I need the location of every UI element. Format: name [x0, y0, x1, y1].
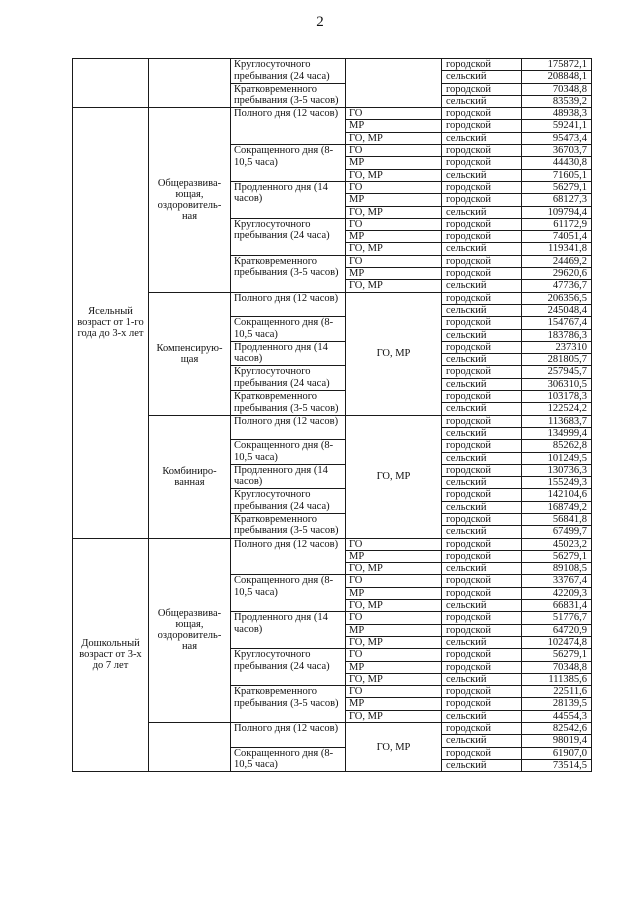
settlement-cell: сельский	[442, 280, 522, 292]
cost-value-cell: 306310,5	[522, 378, 592, 390]
cost-value-cell: 101249,5	[522, 452, 592, 464]
cost-value-cell: 45023,2	[522, 538, 592, 550]
org-type-cell: ГО	[346, 181, 442, 193]
org-type-cell: ГО	[346, 538, 442, 550]
mode-cell: Круглосуточного пребывания (24 часа)	[231, 218, 346, 255]
direction-cell	[149, 723, 231, 772]
settlement-cell: городской	[442, 661, 522, 673]
cost-value-cell: 175872,1	[522, 59, 592, 71]
page-number: 2	[316, 14, 324, 30]
settlement-cell: сельский	[442, 600, 522, 612]
settlement-cell: сельский	[442, 526, 522, 538]
org-type-cell: ГО, МР	[346, 723, 442, 772]
org-type-cell: ГО, МР	[346, 243, 442, 255]
org-type-cell: ГО, МР	[346, 292, 442, 415]
cost-value-cell: 74051,4	[522, 231, 592, 243]
cost-value-cell: 64720,9	[522, 624, 592, 636]
settlement-cell: сельский	[442, 71, 522, 83]
settlement-cell: городской	[442, 538, 522, 550]
cost-value-cell: 130736,3	[522, 464, 592, 476]
org-type-cell: ГО	[346, 612, 442, 624]
settlement-cell: городской	[442, 550, 522, 562]
cost-value-cell: 24469,2	[522, 255, 592, 267]
mode-cell: Полного дня (12 часов)	[231, 723, 346, 748]
settlement-cell: городской	[442, 317, 522, 329]
settlement-cell: сельский	[442, 427, 522, 439]
settlement-cell: городской	[442, 698, 522, 710]
settlement-cell: городской	[442, 649, 522, 661]
cost-value-cell: 168749,2	[522, 501, 592, 513]
org-type-cell	[346, 59, 442, 108]
settlement-cell: городской	[442, 145, 522, 157]
mode-cell: Круглосуточного пребывания (24 часа)	[231, 366, 346, 391]
mode-cell: Круглосуточного пребывания (24 часа)	[231, 649, 346, 686]
mode-cell: Продленного дня (14 часов)	[231, 341, 346, 366]
table-row	[73, 108, 592, 120]
settlement-cell: сельский	[442, 243, 522, 255]
org-type-cell: ГО, МР	[346, 169, 442, 181]
org-type-cell: ГО	[346, 218, 442, 230]
cost-value-cell: 102474,8	[522, 636, 592, 648]
cost-value-cell: 95473,4	[522, 132, 592, 144]
org-type-cell: МР	[346, 268, 442, 280]
mode-cell: Продленного дня (14 часов)	[231, 612, 346, 649]
settlement-cell: городской	[442, 268, 522, 280]
mode-cell: Сокращенного дня (8-10,5 часа)	[231, 440, 346, 465]
cost-value-cell: 51776,7	[522, 612, 592, 624]
settlement-cell: сельский	[442, 501, 522, 513]
cost-value-cell: 29620,6	[522, 268, 592, 280]
cost-value-cell: 66831,4	[522, 600, 592, 612]
cost-value-cell: 111385,6	[522, 673, 592, 685]
mode-cell: Продленного дня (14 часов)	[231, 181, 346, 218]
org-type-cell: ГО, МР	[346, 415, 442, 538]
settlement-cell: сельский	[442, 759, 522, 771]
mode-cell: Круглосуточного пребывания (24 часа)	[231, 59, 346, 84]
mode-cell: Полного дня (12 часов)	[231, 415, 346, 440]
org-type-cell: ГО	[346, 255, 442, 267]
settlement-cell: городской	[442, 575, 522, 587]
org-type-cell: ГО, МР	[346, 563, 442, 575]
direction-cell: Компенсирую-щая	[149, 292, 231, 415]
settlement-cell: городской	[442, 587, 522, 599]
cost-value-cell: 83539,2	[522, 95, 592, 107]
age-group-cell: Дошкольный возраст от 3-х до 7 лет	[73, 538, 149, 772]
cost-value-cell: 70348,8	[522, 83, 592, 95]
cost-value-cell: 142104,6	[522, 489, 592, 501]
mode-cell: Кратковременного пребывания (3-5 часов)	[231, 686, 346, 723]
settlement-cell: городской	[442, 612, 522, 624]
settlement-cell: городской	[442, 624, 522, 636]
direction-cell: Комбиниро-ванная	[149, 415, 231, 538]
settlement-cell: сельский	[442, 169, 522, 181]
org-type-cell: МР	[346, 157, 442, 169]
settlement-cell: сельский	[442, 206, 522, 218]
org-type-cell: МР	[346, 231, 442, 243]
cost-value-cell: 22511,6	[522, 686, 592, 698]
org-type-cell: ГО, МР	[346, 600, 442, 612]
cost-value-cell: 59241,1	[522, 120, 592, 132]
mode-cell: Полного дня (12 часов)	[231, 292, 346, 317]
settlement-cell: сельский	[442, 636, 522, 648]
settlement-cell: городской	[442, 120, 522, 132]
org-type-cell: МР	[346, 120, 442, 132]
settlement-cell: городской	[442, 292, 522, 304]
mode-cell: Кратковременного пребывания (3-5 часов)	[231, 391, 346, 416]
age-group-cell: Ясельный возраст от 1-го года до 3-х лет	[73, 108, 149, 538]
settlement-cell: городской	[442, 255, 522, 267]
org-type-cell: МР	[346, 698, 442, 710]
settlement-cell: городской	[442, 440, 522, 452]
cost-value-cell: 237310	[522, 341, 592, 353]
org-type-cell: ГО, МР	[346, 280, 442, 292]
cost-value-cell: 134999,4	[522, 427, 592, 439]
cost-value-cell: 85262,8	[522, 440, 592, 452]
mode-cell: Продленного дня (14 часов)	[231, 464, 346, 489]
org-type-cell: ГО, МР	[346, 673, 442, 685]
settlement-cell: городской	[442, 194, 522, 206]
cost-value-cell: 89108,5	[522, 563, 592, 575]
tariff-table	[72, 58, 592, 772]
cost-value-cell: 183786,3	[522, 329, 592, 341]
settlement-cell: городской	[442, 83, 522, 95]
settlement-cell: сельский	[442, 378, 522, 390]
settlement-cell: городской	[442, 181, 522, 193]
settlement-cell: городской	[442, 464, 522, 476]
table-row	[73, 723, 592, 735]
cost-value-cell: 73514,5	[522, 759, 592, 771]
settlement-cell: городской	[442, 686, 522, 698]
cost-value-cell: 155249,3	[522, 477, 592, 489]
settlement-cell: городской	[442, 157, 522, 169]
settlement-cell: городской	[442, 108, 522, 120]
org-type-cell: ГО	[346, 686, 442, 698]
settlement-cell: сельский	[442, 304, 522, 316]
direction-cell	[149, 59, 231, 108]
settlement-cell: сельский	[442, 710, 522, 722]
org-type-cell: ГО, МР	[346, 206, 442, 218]
cost-value-cell: 42209,3	[522, 587, 592, 599]
org-type-cell: ГО, МР	[346, 132, 442, 144]
org-type-cell: МР	[346, 661, 442, 673]
cost-value-cell: 47736,7	[522, 280, 592, 292]
cost-value-cell: 33767,4	[522, 575, 592, 587]
cost-value-cell: 48938,3	[522, 108, 592, 120]
org-type-cell: МР	[346, 194, 442, 206]
settlement-cell: сельский	[442, 735, 522, 747]
cost-value-cell: 245048,4	[522, 304, 592, 316]
mode-cell: Кратковременного пребывания (3-5 часов)	[231, 83, 346, 108]
settlement-cell: городской	[442, 391, 522, 403]
cost-value-cell: 113683,7	[522, 415, 592, 427]
org-type-cell: ГО	[346, 145, 442, 157]
cost-value-cell: 44554,3	[522, 710, 592, 722]
settlement-cell: городской	[442, 723, 522, 735]
settlement-cell: городской	[442, 747, 522, 759]
cost-value-cell: 36703,7	[522, 145, 592, 157]
cost-value-cell: 98019,4	[522, 735, 592, 747]
cost-value-cell: 82542,6	[522, 723, 592, 735]
mode-cell: Сокращенного дня (8-10,5 часа)	[231, 575, 346, 612]
settlement-cell: городской	[442, 415, 522, 427]
settlement-cell: сельский	[442, 563, 522, 575]
cost-value-cell: 56279,1	[522, 649, 592, 661]
table-row	[73, 415, 592, 427]
org-type-cell: ГО, МР	[346, 636, 442, 648]
cost-value-cell: 281805,7	[522, 354, 592, 366]
cost-value-cell: 56841,8	[522, 513, 592, 525]
settlement-cell: сельский	[442, 673, 522, 685]
cost-value-cell: 122524,2	[522, 403, 592, 415]
settlement-cell: сельский	[442, 354, 522, 366]
mode-cell: Кратковременного пребывания (3-5 часов)	[231, 513, 346, 538]
settlement-cell: городской	[442, 59, 522, 71]
org-type-cell: МР	[346, 587, 442, 599]
mode-cell: Кратковременного пребывания (3-5 часов)	[231, 255, 346, 292]
settlement-cell: сельский	[442, 329, 522, 341]
mode-cell: Полного дня (12 часов)	[231, 538, 346, 575]
cost-value-cell: 68127,3	[522, 194, 592, 206]
cost-value-cell: 208848,1	[522, 71, 592, 83]
settlement-cell: сельский	[442, 477, 522, 489]
cost-value-cell: 206356,5	[522, 292, 592, 304]
org-type-cell: ГО	[346, 108, 442, 120]
settlement-cell: городской	[442, 513, 522, 525]
cost-value-cell: 257945,7	[522, 366, 592, 378]
cost-value-cell: 56279,1	[522, 550, 592, 562]
cost-value-cell: 154767,4	[522, 317, 592, 329]
org-type-cell: МР	[346, 624, 442, 636]
settlement-cell: городской	[442, 366, 522, 378]
direction-cell: Общеразвива-ющая, оздоровитель-ная	[149, 538, 231, 722]
settlement-cell: городской	[442, 231, 522, 243]
settlement-cell: городской	[442, 489, 522, 501]
settlement-cell: сельский	[442, 452, 522, 464]
cost-value-cell: 56279,1	[522, 181, 592, 193]
table-row	[73, 292, 592, 304]
settlement-cell: городской	[442, 218, 522, 230]
org-type-cell: МР	[346, 550, 442, 562]
settlement-cell: сельский	[442, 132, 522, 144]
mode-cell: Полного дня (12 часов)	[231, 108, 346, 145]
settlement-cell: городской	[442, 341, 522, 353]
cost-value-cell: 67499,7	[522, 526, 592, 538]
settlement-cell: сельский	[442, 95, 522, 107]
cost-value-cell: 61172,9	[522, 218, 592, 230]
age-group-cell	[73, 59, 149, 108]
settlement-cell: сельский	[442, 403, 522, 415]
org-type-cell: ГО	[346, 575, 442, 587]
cost-value-cell: 103178,3	[522, 391, 592, 403]
org-type-cell: ГО	[346, 649, 442, 661]
table-row	[73, 59, 592, 71]
direction-cell: Общеразвива-ющая, оздоровитель-ная	[149, 108, 231, 292]
cost-value-cell: 44430,8	[522, 157, 592, 169]
cost-value-cell: 28139,5	[522, 698, 592, 710]
mode-cell: Сокращенного дня (8-10,5 часа)	[231, 145, 346, 182]
cost-value-cell: 71605,1	[522, 169, 592, 181]
table-row	[73, 538, 592, 550]
cost-value-cell: 70348,8	[522, 661, 592, 673]
org-type-cell: ГО, МР	[346, 710, 442, 722]
mode-cell: Круглосуточного пребывания (24 часа)	[231, 489, 346, 514]
mode-cell: Сокращенного дня (8-10,5 часа)	[231, 317, 346, 342]
cost-value-cell: 119341,8	[522, 243, 592, 255]
cost-value-cell: 109794,4	[522, 206, 592, 218]
cost-value-cell: 61907,0	[522, 747, 592, 759]
mode-cell: Сокращенного дня (8-10,5 часа)	[231, 747, 346, 772]
